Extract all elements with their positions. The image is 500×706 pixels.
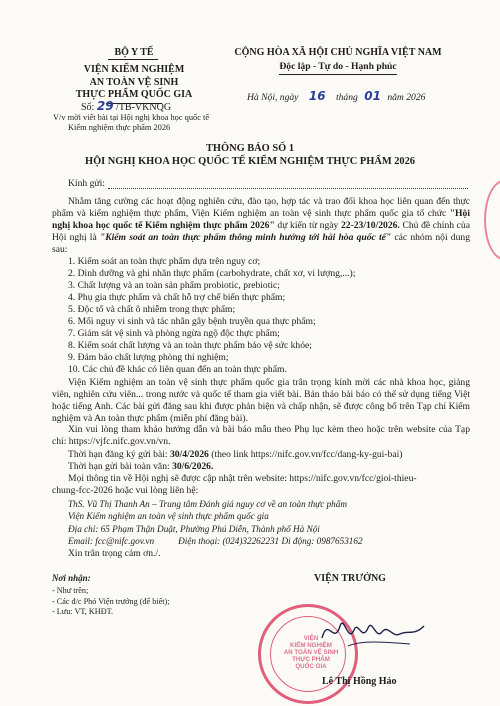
list-item: - Như trên; (52, 586, 89, 595)
motto-underline (279, 74, 397, 75)
contact-org: Viện Kiểm nghiệm an toàn vệ sinh thực phẩm quốc gia (68, 511, 269, 522)
fulltext-deadline: Thời hạn gửi bài toàn văn: 30/6/2026. (68, 461, 214, 472)
ministry-underline (108, 59, 158, 60)
contact-address: Địa chỉ: 65 Phạm Thận Duật, Phường Phú Diễn, Thành phố Hà Nội (68, 523, 320, 534)
list-item: 7. Giám sát vệ sinh và phòng ngừa ngộ độc thực phẩm; (68, 328, 280, 339)
intro-paragraph: Nhằm tăng cường các hoạt động nghiên cứu, đào tạo, hợp tác và trao đổi khoa học liên quan đến thực phẩm và kiểm nghiệm thực phẩm, Viện Kiểm nghiệm an toàn vệ sinh thực phẩm quốc gia tổ chức "Hội nghị khoa học quốc tế Kiểm nghiệm thực phẩm 2026" dự kiến từ ngày 22-23/10/2026. Chủ đề chính của Hội nghị là "Kiểm soát an toàn thực phẩm thông minh hướng tới hài hòa quốc tế" các nhóm nội dung sau: (52, 196, 470, 255)
contact-phone: Điện thoại: (024)32262231 Di động: 0987653162 (178, 535, 363, 546)
signer-position: VIỆN TRƯỞNG (314, 573, 386, 584)
contact-email[interactable]: Email: fcc@nifc.gov.vn (68, 535, 155, 546)
guide-paragraph: Xin vui lòng tham khảo hướng dẫn và bài báo mẫu theo Phụ lục kèm theo hoặc trên website của Tạp chí: https://vjfc.nifc.gov.vn/vn. (52, 424, 470, 447)
list-item: 1. Kiểm soát an toàn thực phẩm dựa trên nguy cơ; (68, 256, 261, 267)
document-number: Số: 29 /TB-VKNQG (81, 99, 172, 113)
institute-name (48, 64, 220, 102)
list-item: 2. Dinh dưỡng và ghi nhãn thực phẩm (carbohydrate, chất xơ, vi lượng,...); (68, 268, 356, 279)
list-item: 5. Độc tố và chất ô nhiễm trong thực phẩm; (68, 304, 236, 315)
national-motto: Độc lập - Tự do - Hạnh phúc (279, 61, 397, 72)
handwritten-day: 16 (308, 89, 326, 103)
list-item: 4. Phụ gia thực phẩm và chất hỗ trợ chế biến thực phẩm; (68, 292, 286, 303)
contact-block (68, 498, 363, 547)
document-subject: V/v mời viết bài tại Hội nghị khoa học quốc tế Kiểm nghiệm thực phẩm 2026 (53, 113, 210, 132)
institute-line: AN TOÀN VỆ SINH (89, 76, 179, 88)
list-item: - Lưu: VT, KHĐT. (52, 607, 114, 616)
list-item: 9. Đảm bảo chất lượng phòng thí nghiệm; (68, 352, 229, 363)
notice-number-title: THÔNG BÁO SỐ 1 (205, 143, 295, 154)
list-item: 10. Các chủ đề khác có liên quan đến an toàn thực phẩm. (68, 364, 287, 375)
ministry-name: BỘ Y TẾ (114, 47, 154, 58)
contact-name: ThS. Vũ Thị Thanh An – Trung tâm Đánh giá nguy cơ về an toàn thực phẩm (68, 499, 347, 509)
topics-list (68, 256, 355, 376)
addressee-dotted-line (108, 188, 468, 189)
country-name: CỘNG HÒA XÃ HỘI CHỦ NGHĨA VIỆT NAM (234, 47, 442, 58)
list-item: - Các đ/c Phó Viện trưởng (để biết); (52, 596, 170, 606)
conference-title: HỘI NGHỊ KHOA HỌC QUỐC TẾ KIỂM NGHIỆM THỰC PHẨM 2026 (84, 156, 416, 167)
registration-deadline: Thời hạn đăng ký gửi bài: 30/4/2026 (theo link https://nifc.gov.vn/fcc/dang-ky-gui-bai) (68, 449, 403, 460)
institute-line: VIỆN KIỂM NGHIỆM (83, 64, 185, 75)
list-item: 8. Kiểm soát chất lượng và an toàn thực phẩm bảo vệ sức khỏe; (68, 340, 312, 351)
list-item: 6. Mối nguy vi sinh và tác nhân gây bệnh truyền qua thực phẩm; (68, 316, 316, 327)
recipients-label: Nơi nhận: (52, 573, 91, 583)
update-info-line2: chung-fcc-2026 hoặc vui lòng liên hệ: (52, 485, 199, 496)
addressee-label: Kính gửi: (68, 178, 105, 189)
handwritten-month: 01 (364, 89, 381, 103)
recipients-list (52, 586, 170, 618)
invitation-paragraph: Viện Kiểm nghiệm an toàn vệ sinh thực phẩm quốc gia trân trọng kính mời các nhà khoa học, giảng viên, nghiên cứu viên... trong nước và quốc tế tham gia viết bài. Bản thảo bài báo có thể sử dụng tiếng Việt hoặc tiếng Anh. Các bài gửi đăng sau khi được phản biện và chấp nhận, sẽ được công bố trên Tạp chí Kiểm nghiệm và An toàn thực phẩm (miễn phí đăng bài). (52, 377, 470, 424)
list-item: 3. Chất lượng và an toàn sản phẩm probiotic, prebiotic; (68, 280, 280, 291)
update-info-line1 (68, 473, 417, 484)
handwritten-doc-number: 29 (96, 99, 114, 113)
thanks-line: Xin trân trọng cảm ơn./. (68, 548, 161, 559)
seal-text: VIỆN KIỂM NGHIỆM AN TOÀN VỆ SINH THỰC PHẨM QUỐC GIA (283, 635, 339, 670)
conference-website-link[interactable]: Mọi thông tin về Hội nghị sẽ được cập nhật trên website: https://nifc.gov.vn/fcc/gioi-thieu- (68, 473, 417, 484)
signer-name: Lê Thị Hồng Hảo (322, 676, 397, 687)
document-date: Hà Nội, ngày 16 tháng 01 năm 2026 (247, 89, 426, 103)
institute-line: THỰC PHẨM QUỐC GIA (75, 89, 193, 100)
handwritten-signature (318, 606, 428, 656)
edge-seal-fragment (484, 180, 500, 260)
contact-email-phone (68, 535, 363, 547)
registration-link[interactable]: (theo link https://nifc.gov.vn/fcc/dang-ky-gui-bai) (208, 449, 403, 460)
